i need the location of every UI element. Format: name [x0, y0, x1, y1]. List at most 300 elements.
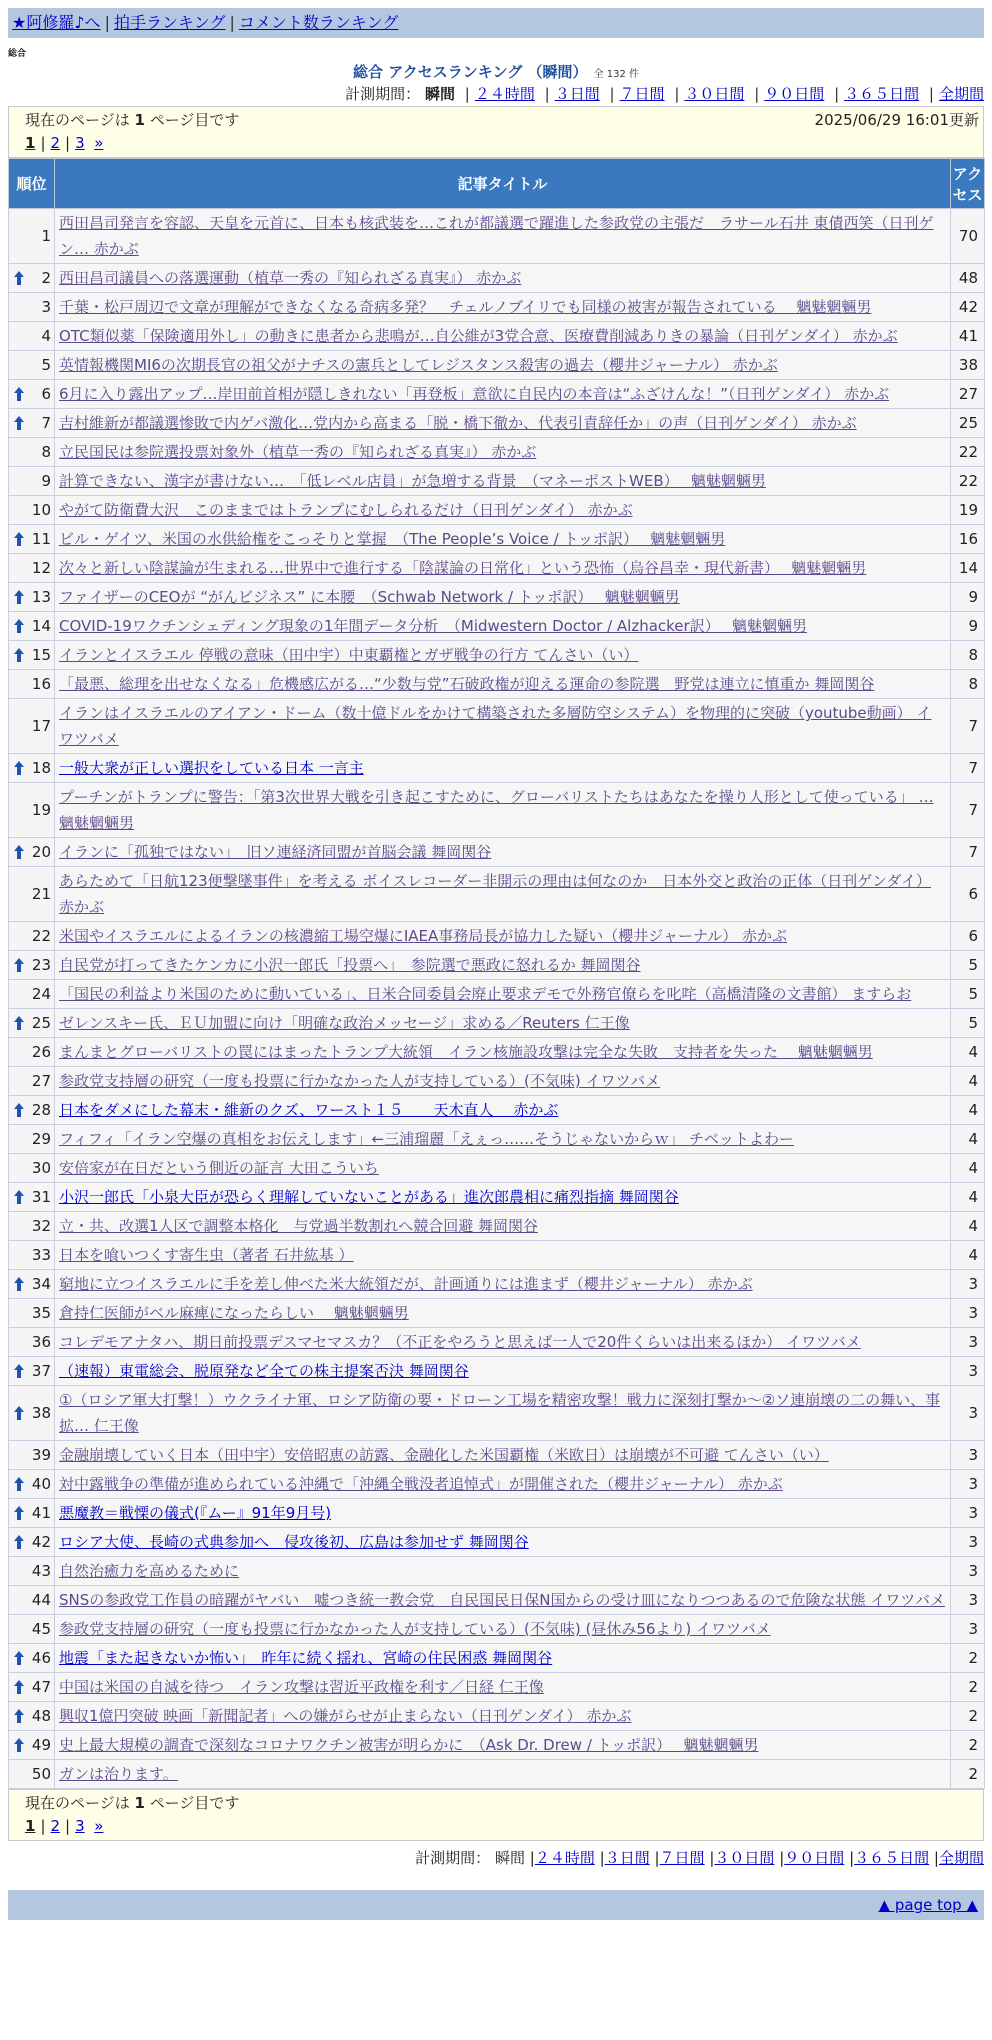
period-link-30d[interactable]: ３０日間: [684, 85, 745, 103]
rank-cell: [9, 322, 55, 351]
access-count: 9: [951, 583, 985, 612]
article-link[interactable]: ファイザーのCEOが “がんビジネス” に本腰 （Schwab Network / トッポ訳） 魑魅魍魎男: [59, 588, 680, 606]
clap-ranking-link[interactable]: 拍手ランキング: [113, 13, 226, 32]
table-row: [9, 783, 985, 838]
title-cell: [55, 1731, 951, 1760]
article-link[interactable]: 「国民の利益より米国のために動いている」、日米合同委員会廃止要求デモで外務官僚らを叱咤（高橋清隆の文書館） ますらお: [59, 985, 912, 1003]
rank-up-arrow-icon: [13, 1363, 25, 1379]
access-count: 6: [951, 922, 985, 951]
period-label: 計測期間：: [345, 85, 421, 103]
title-cell: [55, 1528, 951, 1557]
access-count: 8: [951, 641, 985, 670]
period-link-365d-bottom[interactable]: ３６５日間: [854, 1849, 930, 1867]
rank-cell: [9, 380, 55, 409]
rank-number: 33: [31, 1246, 51, 1264]
access-count: 4: [951, 1125, 985, 1154]
rank-cell: [9, 209, 55, 264]
access-count: 4: [951, 1067, 985, 1096]
title-cell: [55, 1644, 951, 1673]
next-page-link-bottom[interactable]: »: [94, 1817, 104, 1835]
ranking-title: 総合 アクセスランキング （瞬間）: [353, 63, 588, 81]
table-row: [9, 1731, 985, 1760]
period-link-all-bottom[interactable]: 全期間: [938, 1849, 984, 1867]
rank-cell: [9, 980, 55, 1009]
rank-number: 23: [31, 956, 51, 974]
access-count: 3: [951, 1441, 985, 1470]
rank-cell: [9, 754, 55, 783]
article-link[interactable]: ビル・ゲイツ、米国の水供給権をこっそりと掌握 （The People’s Voice / トッポ訳） 魑魅魍魎男: [59, 530, 726, 548]
article-link[interactable]: 吉村維新が都議選惨敗で内ゲバ激化…党内から高まる「脱・橋下徹か、代表引責辞任か」の声（日刊ゲンダイ） 赤かぶ: [59, 414, 857, 432]
rank-number: 25: [31, 1014, 51, 1032]
article-link[interactable]: 中国は米国の自滅を待つ イラン攻撃は習近平政権を利す／日経 仁王像: [59, 1678, 544, 1696]
comment-ranking-link[interactable]: コメント数ランキング: [238, 13, 399, 32]
rank-number: 30: [31, 1159, 51, 1177]
article-link[interactable]: 金融崩壊していく日本（田中宇）安倍昭恵の訪露、金融化した米国覇権（米欧日）は崩壊が不可避 てんさい（い）: [59, 1446, 829, 1464]
rank-cell: [9, 1615, 55, 1644]
rank-up-arrow-icon: [13, 1405, 25, 1421]
rank-cell: [9, 783, 55, 838]
access-count: 4: [951, 1038, 985, 1067]
table-row: [9, 1241, 985, 1270]
title-cell: [55, 1586, 951, 1615]
table-row: [9, 209, 985, 264]
rank-up-arrow-icon: [13, 1737, 25, 1753]
rank-cell: [9, 409, 55, 438]
title-cell: [55, 1096, 951, 1125]
rank-number: 48: [31, 1707, 51, 1725]
rank-header: 順位: [9, 159, 55, 209]
article-link[interactable]: 小沢一郎氏「小泉大臣が恐らく理解していないことがある」進次郎農相に痛烈指摘 舞岡関谷: [59, 1188, 679, 1206]
rank-number: 13: [31, 588, 51, 606]
table-row: [9, 641, 985, 670]
title-cell: [55, 1067, 951, 1096]
table-row: [9, 1270, 985, 1299]
title-cell: [55, 1009, 951, 1038]
period-current-bottom: 瞬間: [494, 1849, 525, 1867]
page-top-link[interactable]: ▲ page top ▲: [878, 1896, 978, 1914]
article-link[interactable]: COVID-19ワクチンシェディング現象の1年間データ分析 （Midwestern Doctor / Alzhacker訳） 魑魅魍魎男: [59, 617, 807, 635]
period-link-365d[interactable]: ３６５日間: [844, 85, 920, 103]
rank-cell: [9, 1125, 55, 1154]
rank-cell: [9, 1499, 55, 1528]
table-row: [9, 1528, 985, 1557]
period-current: 瞬間: [424, 85, 455, 103]
rank-cell: [9, 867, 55, 922]
title-cell: [55, 1154, 951, 1183]
table-row: [9, 1702, 985, 1731]
rank-number: 37: [31, 1362, 51, 1380]
access-count: 6: [951, 867, 985, 922]
title-cell: [55, 1702, 951, 1731]
rank-up-arrow-icon: [13, 760, 25, 776]
rank-cell: [9, 1557, 55, 1586]
title-cell: [55, 293, 951, 322]
rank-number: 7: [41, 414, 51, 432]
title-cell: [55, 1470, 951, 1499]
rank-up-arrow-icon: [13, 1534, 25, 1550]
rank-cell: [9, 1644, 55, 1673]
period-link-90d[interactable]: ９０日間: [764, 85, 825, 103]
page-link-1-bottom: 1: [25, 1817, 36, 1835]
title-cell: [55, 554, 951, 583]
title-cell: [55, 867, 951, 922]
page-link-1: 1: [25, 134, 36, 152]
table-row: [9, 1441, 985, 1470]
table-row: [9, 1470, 985, 1499]
rank-number: 1: [41, 227, 51, 245]
rank-number: 22: [31, 927, 51, 945]
rank-number: 42: [31, 1533, 51, 1551]
article-link[interactable]: （速報）東電総会、脱原発など全ての株主提案否決 舞岡関谷: [59, 1362, 469, 1380]
access-count: 9: [951, 612, 985, 641]
title-cell: [55, 670, 951, 699]
table-row: [9, 1038, 985, 1067]
pagination-bottom: 現在のページは 1 ページ目です 1 | 2 | 3 »: [8, 1789, 984, 1841]
article-link[interactable]: フィフィ「イラン空爆の真相をお伝えします」←三浦瑠麗「えぇっ……そうじゃないからｗ」 チベットよわー: [59, 1130, 794, 1148]
rank-cell: [9, 699, 55, 754]
title-cell: [55, 1441, 951, 1470]
article-link[interactable]: 西田昌司発言を容認、天皇を元首に、日本も核武装を…これが都議選で躍進した参政党の主張だ ラサール石井 東債西笑（日刊ゲン… 赤かぶ: [59, 214, 934, 258]
article-link[interactable]: 倉持仁医師がベル麻痺になったらしい 魑魅魍魎男: [59, 1304, 409, 1322]
period-link-3d[interactable]: ３日間: [554, 85, 600, 103]
article-link[interactable]: やがて防衛費大沢 このままではトランプにむしられるだけ（日刊ゲンダイ） 赤かぶ: [59, 501, 633, 519]
article-link[interactable]: 米国やイスラエルによるイランの核濃縮工場空爆にIAEA事務局長が協力した疑い（櫻井ジャーナル） 赤かぶ: [59, 927, 787, 945]
rank-cell: [9, 1241, 55, 1270]
article-link[interactable]: イランに「孤独ではない」 旧ソ連経済同盟が首脳会議 舞岡関谷: [59, 843, 492, 861]
title-cell: [55, 951, 951, 980]
rank-number: 9: [41, 472, 51, 490]
rank-up-arrow-icon: [13, 270, 25, 286]
period-link-7d[interactable]: ７日間: [619, 85, 665, 103]
table-row: [9, 1183, 985, 1212]
article-link[interactable]: 日本をダメにした幕末・維新のクズ、ワースト１５ 天木直人 赤かぶ: [59, 1101, 559, 1119]
title-cell: [55, 1357, 951, 1386]
article-link[interactable]: 地震「また起きないか怖い」 昨年に続く揺れ、宮崎の住民困惑 舞岡関谷: [59, 1649, 553, 1667]
title-cell: [55, 1673, 951, 1702]
access-count: 4: [951, 1183, 985, 1212]
rank-cell: [9, 951, 55, 980]
article-link[interactable]: 6月に入り露出アップ…岸田前首相が隠しきれない「再登板」意欲に自民内の本音は“ふざけんな！”（日刊ゲンダイ） 赤かぶ: [59, 385, 890, 403]
table-row: [9, 951, 985, 980]
table-row: [9, 867, 985, 922]
article-link[interactable]: 自民党が打ってきたケンカに小沢一郎氏「投票へ」 参院選で悪政に怒れるか 舞岡関谷: [59, 956, 641, 974]
access-count: 4: [951, 1096, 985, 1125]
access-count: 42: [951, 293, 985, 322]
table-row: [9, 1096, 985, 1125]
rank-cell: [9, 583, 55, 612]
rank-cell: [9, 1038, 55, 1067]
access-count: 22: [951, 438, 985, 467]
title-cell: [55, 754, 951, 783]
access-count: 5: [951, 951, 985, 980]
article-link[interactable]: 西田昌司議員への落選運動（植草一秀の『知られざる真実』） 赤かぶ: [59, 269, 522, 287]
rank-up-arrow-icon: [13, 1708, 25, 1724]
rank-number: 3: [41, 298, 51, 316]
rank-number: 14: [31, 617, 51, 635]
rank-cell: [9, 1154, 55, 1183]
table-row: [9, 1299, 985, 1328]
title-cell: [55, 1328, 951, 1357]
table-row: [9, 1154, 985, 1183]
access-count: 48: [951, 264, 985, 293]
period-link-7d-bottom[interactable]: ７日間: [659, 1849, 705, 1867]
table-row: [9, 1212, 985, 1241]
access-count: 4: [951, 1212, 985, 1241]
rank-cell: [9, 1528, 55, 1557]
table-row: [9, 293, 985, 322]
article-link[interactable]: 悪魔教＝戦慄の儀式(『ムー』91年9月号): [59, 1504, 332, 1522]
rank-cell: [9, 838, 55, 867]
article-link[interactable]: 一般大衆が正しい選択をしている日本 一言主: [59, 759, 364, 777]
page-link-2[interactable]: 2: [50, 134, 61, 152]
rank-number: 5: [41, 356, 51, 374]
table-row: [9, 1386, 985, 1441]
article-link[interactable]: 千葉・松戸周辺で文章が理解ができなくなる奇病多発？ チェルノブイリでも同様の被害が報告されている 魑魅魍魎男: [59, 298, 872, 316]
article-link[interactable]: ①（ロシア軍大打撃！）ウクライナ軍、ロシア防衛の要・ドローン工場を精密攻撃！戦力に深刻打撃か～②ソ連崩壊の二の舞い、事拡… 仁王像: [59, 1391, 941, 1435]
rank-up-arrow-icon: [13, 415, 25, 431]
table-row: [9, 838, 985, 867]
rank-number: 20: [31, 843, 51, 861]
rank-number: 41: [31, 1504, 51, 1522]
table-row: [9, 438, 985, 467]
rank-cell: [9, 525, 55, 554]
access-count: 3: [951, 1386, 985, 1441]
category-tag: 総合: [8, 49, 27, 59]
rank-cell: [9, 1702, 55, 1731]
home-link[interactable]: ★阿修羅♪へ: [12, 13, 101, 32]
rank-cell: [9, 1586, 55, 1615]
rank-up-arrow-icon: [13, 1102, 25, 1118]
rank-up-arrow-icon: [13, 386, 25, 402]
rank-number: 49: [31, 1736, 51, 1754]
access-count: 7: [951, 754, 985, 783]
title-cell: [55, 525, 951, 554]
period-link-30d-bottom[interactable]: ３０日間: [714, 1849, 775, 1867]
page-link-3-bottom[interactable]: 3: [75, 1817, 85, 1835]
period-link-24h[interactable]: ２４時間: [474, 85, 535, 103]
rank-number: 15: [31, 646, 51, 664]
period-link-all[interactable]: 全期間: [938, 85, 984, 103]
access-count: 7: [951, 699, 985, 754]
article-link[interactable]: プーチンがトランプに警告：「第3次世界大戦を引き起こすために、グローバリストたちはあなたを操り人形として使っている」 … 魑魅魍魎男: [59, 788, 934, 832]
table-row: [9, 322, 985, 351]
rank-number: 34: [31, 1275, 51, 1293]
article-link[interactable]: イランはイスラエルのアイアン・ドーム（数十億ドルをかけて構築された多層防空システム）を物理的に突破（youtube動画） イワツバメ: [59, 704, 932, 748]
table-row: [9, 754, 985, 783]
table-row: [9, 1357, 985, 1386]
article-link[interactable]: 参政党支持層の研究（一度も投票に行かなかった人が支持している）(不気味) イワツバメ: [59, 1072, 661, 1090]
table-row: [9, 612, 985, 641]
rank-number: 31: [31, 1188, 51, 1206]
total-count: 全 132 件: [593, 69, 639, 80]
table-row: [9, 409, 985, 438]
rank-cell: [9, 1299, 55, 1328]
page-link-3[interactable]: 3: [75, 134, 85, 152]
article-link[interactable]: 安倍家が在日だという側近の証言 大田こういち: [59, 1159, 379, 1177]
period-link-3d-bottom[interactable]: ３日間: [604, 1849, 650, 1867]
rank-number: 26: [31, 1043, 51, 1061]
rank-number: 24: [31, 985, 51, 1003]
rank-up-arrow-icon: [13, 618, 25, 634]
article-link[interactable]: 対中露戦争の準備が進められている沖縄で「沖縄全戦没者追悼式」が開催された（櫻井ジャーナル） 赤かぶ: [59, 1475, 783, 1493]
rank-number: 28: [31, 1101, 51, 1119]
rank-cell: [9, 641, 55, 670]
title-cell: [55, 351, 951, 380]
title-cell: [55, 980, 951, 1009]
rank-number: 4: [41, 327, 51, 345]
title-cell: [55, 380, 951, 409]
article-link[interactable]: コレデモアナタハ、期日前投票デスマセマスカ？（不正をやろうと思えば一人で20件くらいは出来るほか） イワツバメ: [59, 1333, 861, 1351]
rank-cell: [9, 1096, 55, 1125]
article-link[interactable]: ガンは治ります。: [59, 1765, 178, 1783]
article-link[interactable]: イランとイスラエル 停戦の意味（田中宇）中東覇権とガザ戦争の行方 てんさい（い）: [59, 646, 639, 664]
access-count: 2: [951, 1760, 985, 1789]
title-cell: [55, 209, 951, 264]
page-link-2-bottom[interactable]: 2: [50, 1817, 61, 1835]
article-link[interactable]: 次々と新しい陰謀論が生まれる…世界中で進行する「陰謀論の日常化」という恐怖（烏谷昌幸・現代新書） 魑魅魍魎男: [59, 559, 867, 577]
title-cell: [55, 612, 951, 641]
access-count: 2: [951, 1731, 985, 1760]
rank-number: 8: [41, 443, 51, 461]
rank-number: 16: [31, 675, 51, 693]
article-link[interactable]: あらためて「日航123便撃墜事件」を考える ボイスレコーダー非開示の理由は何なのか 日本外交と政治の正体（日刊ゲンダイ） 赤かぶ: [59, 872, 932, 916]
table-row: [9, 525, 985, 554]
title-cell: [55, 1386, 951, 1441]
access-count: 2: [951, 1702, 985, 1731]
table-row: [9, 670, 985, 699]
access-count: 3: [951, 1557, 985, 1586]
table-row: [9, 1615, 985, 1644]
rank-cell: [9, 1673, 55, 1702]
rank-number: 44: [31, 1591, 51, 1609]
article-link[interactable]: 英情報機関MI6の次期長官の祖父がナチスの憲兵としてレジスタンス殺害の過去（櫻井ジャーナル） 赤かぶ: [59, 356, 778, 374]
rank-number: 47: [31, 1678, 51, 1696]
access-count: 3: [951, 1470, 985, 1499]
rank-number: 40: [31, 1475, 51, 1493]
period-label-bottom: 計測期間：: [415, 1849, 491, 1867]
table-row: [9, 351, 985, 380]
article-link[interactable]: 自然治癒力を高めるために: [59, 1562, 240, 1580]
title-cell: [55, 264, 951, 293]
access-count: 3: [951, 1299, 985, 1328]
rank-number: 35: [31, 1304, 51, 1322]
table-row: [9, 699, 985, 754]
period-link-24h-bottom[interactable]: ２４時間: [534, 1849, 595, 1867]
article-link[interactable]: まんまとグローバリストの罠にはまったトランプ大統領 イラン核施設攻撃は完全な失敗 支持者を失った 魑魅魍魎男: [59, 1043, 873, 1061]
access-count: 3: [951, 1615, 985, 1644]
footer-bar: [8, 1890, 984, 1920]
rank-number: 11: [31, 530, 51, 548]
rank-number: 2: [41, 269, 51, 287]
rank-cell: [9, 496, 55, 525]
article-link[interactable]: 史上最大規模の調査で深刻なコロナワクチン被害が明らかに （Ask Dr. Drew / トッポ訳） 魑魅魍魎男: [59, 1736, 759, 1754]
rank-cell: [9, 670, 55, 699]
period-link-90d-bottom[interactable]: ９０日間: [784, 1849, 845, 1867]
rank-number: 21: [31, 885, 51, 903]
title-cell: [55, 1615, 951, 1644]
article-link[interactable]: 窮地に立つイスラエルに手を差し伸べた米大統領だが、計画通りには進まず（櫻井ジャーナル） 赤かぶ: [59, 1275, 753, 1293]
article-link[interactable]: 立民国民は参院選投票対象外（植草一秀の『知られざる真実』） 赤かぶ: [59, 443, 537, 461]
access-count: 5: [951, 1009, 985, 1038]
article-link[interactable]: 「最悪、総理を出せなくなる」危機感広がる…“少数与党”石破政権が迎える運命の参院選 野党は連立に慎重か 舞岡関谷: [59, 675, 875, 693]
rank-cell: [9, 1386, 55, 1441]
access-count: 41: [951, 322, 985, 351]
rank-number: 12: [31, 559, 51, 577]
table-row: [9, 1009, 985, 1038]
table-row: [9, 1673, 985, 1702]
table-row: [9, 380, 985, 409]
title-cell: [55, 1760, 951, 1789]
access-count: 22: [951, 467, 985, 496]
rank-number: 6: [41, 385, 51, 403]
rank-number: 46: [31, 1649, 51, 1667]
table-row: [9, 554, 985, 583]
rank-cell: [9, 1009, 55, 1038]
article-link[interactable]: 興収1億円突破 映画「新聞記者」への嫌がらせが止まらない（日刊ゲンダイ） 赤かぶ: [59, 1707, 632, 1725]
rank-number: 27: [31, 1072, 51, 1090]
access-count: 38: [951, 351, 985, 380]
article-link[interactable]: SNSの参政党工作員の暗躍がヤバい 嘘つき統一教会党 自民国民日保N国からの受け皿になりつつあるので危険な状態 イワツバメ: [59, 1591, 945, 1609]
updated-time: 2025/06/29 16:01更新: [814, 111, 979, 129]
current-page-info: 現在のページは 1 ページ目です: [25, 111, 240, 129]
article-link[interactable]: OTC類似薬「保険適用外し」の動きに患者から悲鳴が…自公維が3党合意、医療費削減ありきの暴論（日刊ゲンダイ） 赤かぶ: [59, 327, 898, 345]
rank-cell: [9, 1357, 55, 1386]
access-count: 16: [951, 525, 985, 554]
article-link[interactable]: ロシア大使、長崎の式典参加へ 侵攻後初、広島は参加せず 舞岡関谷: [59, 1533, 529, 1551]
title-cell: [55, 583, 951, 612]
article-link[interactable]: ゼレンスキー氏、ＥＵ加盟に向け「明確な政治メッセージ」求める／Reuters 仁王像: [59, 1014, 630, 1032]
title-cell: [55, 496, 951, 525]
table-row: [9, 922, 985, 951]
access-count: 2: [951, 1673, 985, 1702]
ranking-table: [8, 158, 985, 1789]
rank-cell: [9, 1731, 55, 1760]
table-row: [9, 1586, 985, 1615]
rank-number: 10: [31, 501, 51, 519]
access-count: 27: [951, 380, 985, 409]
rank-up-arrow-icon: [13, 1505, 25, 1521]
access-count: 3: [951, 1499, 985, 1528]
article-link[interactable]: 立・共、改選1人区で調整本格化 与党過半数割れへ競合回避 舞岡関谷: [59, 1217, 539, 1235]
title-cell: [55, 322, 951, 351]
article-link[interactable]: 日本を喰いつくす寄生虫（著者 石井紘基 ）: [59, 1246, 354, 1264]
current-page-info-bottom: 現在のページは 1 ページ目です: [25, 1794, 240, 1812]
title-cell: [55, 641, 951, 670]
rank-cell: [9, 1328, 55, 1357]
rank-cell: [9, 1470, 55, 1499]
rank-up-arrow-icon: [13, 957, 25, 973]
article-link[interactable]: 参政党支持層の研究（一度も投票に行かなかった人が支持している）(不気味) (昼休み56より) イワツバメ: [59, 1620, 771, 1638]
article-link[interactable]: 計算できない、漢字が書けない… 「低レベル店員」が急増する背景 （マネーポストWEB） 魑魅魍魎男: [59, 472, 766, 490]
access-count: 7: [951, 783, 985, 838]
title-cell: [55, 1241, 951, 1270]
title-cell: [55, 1499, 951, 1528]
rank-up-arrow-icon: [13, 647, 25, 663]
access-count: 5: [951, 980, 985, 1009]
rank-cell: [9, 1441, 55, 1470]
title-cell: [55, 922, 951, 951]
next-page-link[interactable]: »: [94, 134, 104, 152]
table-row: [9, 1557, 985, 1586]
table-row: [9, 980, 985, 1009]
title-cell: [55, 838, 951, 867]
rank-number: 17: [31, 717, 51, 735]
rank-cell: [9, 1760, 55, 1789]
pagination-top: 現在のページは 1 ページ目です 2025/06/29 16:01更新 1 | 2 | 3 »: [8, 106, 984, 158]
access-count: 25: [951, 409, 985, 438]
table-row: [9, 1760, 985, 1789]
rank-up-arrow-icon: [13, 1189, 25, 1205]
